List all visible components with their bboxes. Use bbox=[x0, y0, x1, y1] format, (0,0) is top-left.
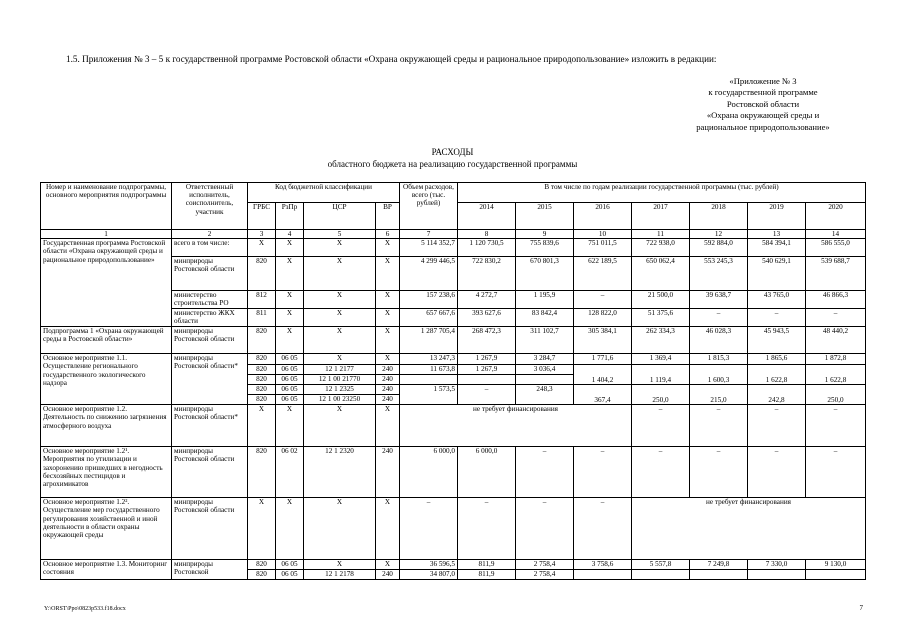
column-number: 7 bbox=[400, 230, 458, 239]
year-cell: 584 394,1 bbox=[748, 239, 806, 257]
grbs-cell: Х bbox=[248, 405, 276, 447]
volume-cell: 1 573,5 bbox=[400, 385, 458, 405]
grbs-cell: 812 bbox=[248, 291, 276, 309]
rzpr-cell: 06 05 bbox=[276, 570, 304, 580]
header-vr: ВР bbox=[376, 203, 400, 230]
executor-cell: минприроды Ростовской области bbox=[172, 447, 248, 498]
programme-name: Государственная программа Ростовской области «Охрана окружающей среды и рациональное природопользование» bbox=[41, 239, 172, 327]
expenses-table bbox=[40, 182, 866, 580]
year-cell: 46 866,3 bbox=[806, 291, 866, 309]
volume-cell: 11 673,8 bbox=[400, 365, 458, 375]
vr-cell: 240 bbox=[376, 375, 400, 385]
rzpr-cell: Х bbox=[276, 257, 304, 291]
grbs-cell: 820 bbox=[248, 354, 276, 365]
header-name: Номер и наименование подпрограммы, основного мероприятия подпрограммы bbox=[41, 183, 172, 230]
rzpr-cell: Х bbox=[276, 309, 304, 327]
year-cell: 1 622,8 bbox=[806, 365, 866, 385]
year-cell: – bbox=[748, 405, 806, 447]
subprogramme-name: Подпрограмма 1 «Охрана окружающей среды в Ростовской области» bbox=[41, 327, 172, 354]
header-grbs: ГРБС bbox=[248, 203, 276, 230]
year-cell bbox=[516, 375, 574, 385]
header-year: 2020 bbox=[806, 203, 866, 230]
year-cell: – bbox=[516, 447, 574, 498]
executor-cell: минприроды Ростовской bbox=[172, 560, 248, 580]
year-cell: 670 801,3 bbox=[516, 257, 574, 291]
appendix-line: Ростовской области bbox=[726, 98, 800, 109]
header-year: 2018 bbox=[690, 203, 748, 230]
table-row bbox=[41, 239, 866, 257]
year-cell: 250,0 bbox=[632, 385, 690, 405]
column-number: 2 bbox=[172, 230, 248, 239]
header-volume: Объем расходов, всего (тыс. рублей) bbox=[400, 183, 458, 230]
year-cell: – bbox=[574, 447, 632, 498]
table-row bbox=[41, 327, 866, 354]
header-year: 2015 bbox=[516, 203, 574, 230]
year-cell: 539 688,7 bbox=[806, 257, 866, 291]
appendix-line: к государственной программе bbox=[708, 87, 818, 98]
csr-cell: 12 1 2177 bbox=[304, 365, 376, 375]
year-cell: – bbox=[806, 309, 866, 327]
csr-cell: 12 1 2178 bbox=[304, 570, 376, 580]
executor-cell: минприроды Ростовской области* bbox=[172, 354, 248, 405]
year-cell: 45 943,5 bbox=[748, 327, 806, 354]
year-cell: 1 600,3 bbox=[690, 365, 748, 385]
column-number: 3 bbox=[248, 230, 276, 239]
year-cell: 311 102,7 bbox=[516, 327, 574, 354]
volume-cell: 5 114 352,7 bbox=[400, 239, 458, 257]
year-cell: 650 062,4 bbox=[632, 257, 690, 291]
volume-cell: 4 299 446,5 bbox=[400, 257, 458, 291]
year-cell bbox=[748, 570, 806, 580]
year-cell: 1 872,8 bbox=[806, 354, 866, 365]
year-cell: 1 119,4 bbox=[632, 365, 690, 385]
page-number: 7 bbox=[859, 604, 863, 612]
year-cell: 592 884,0 bbox=[690, 239, 748, 257]
column-number: 6 bbox=[376, 230, 400, 239]
grbs-cell: 820 bbox=[248, 447, 276, 498]
year-cell: 553 245,3 bbox=[690, 257, 748, 291]
grbs-cell: 820 bbox=[248, 385, 276, 395]
year-cell: 48 440,2 bbox=[806, 327, 866, 354]
grbs-cell: Х bbox=[248, 498, 276, 560]
year-cell: 393 627,6 bbox=[458, 309, 516, 327]
csr-cell: Х bbox=[304, 354, 376, 365]
csr-cell: 12 1 00 23250 bbox=[304, 395, 376, 405]
year-cell: 6 000,0 bbox=[458, 447, 516, 498]
column-number: 5 bbox=[304, 230, 376, 239]
year-cell: – bbox=[748, 447, 806, 498]
year-cell: 811,9 bbox=[458, 570, 516, 580]
rzpr-cell: 06 05 bbox=[276, 365, 304, 375]
grbs-cell: 820 bbox=[248, 570, 276, 580]
document-title: РАСХОДЫ bbox=[431, 147, 474, 157]
year-cell: 1 815,3 bbox=[690, 354, 748, 365]
year-cell: – bbox=[690, 405, 748, 447]
year-cell: – bbox=[690, 309, 748, 327]
year-cell: 367,4 bbox=[574, 385, 632, 405]
year-cell: 248,3 bbox=[516, 385, 574, 405]
csr-cell: 12 1 00 21770 bbox=[304, 375, 376, 385]
executor-cell: минприроды Ростовской области bbox=[172, 327, 248, 354]
year-cell: 1 404,2 bbox=[574, 365, 632, 385]
csr-cell: Х bbox=[304, 498, 376, 560]
rzpr-cell: 06 02 bbox=[276, 447, 304, 498]
volume-cell: 157 238,6 bbox=[400, 291, 458, 309]
rzpr-cell: Х bbox=[276, 327, 304, 354]
activity-name: Основное мероприятие 1.2¹. Мероприятия по утилизации и захоронению пришедших в негодность бесхозяйных пестицидов и агрохимикатов bbox=[41, 447, 172, 498]
year-cell: – bbox=[632, 447, 690, 498]
column-number: 12 bbox=[690, 230, 748, 239]
year-cell: 46 028,3 bbox=[690, 327, 748, 354]
header-year: 2017 bbox=[632, 203, 690, 230]
year-cell: – bbox=[806, 405, 866, 447]
year-cell: – bbox=[806, 447, 866, 498]
year-cell: 1 267,9 bbox=[458, 365, 516, 375]
vr-cell: 240 bbox=[376, 447, 400, 498]
vr-cell: 240 bbox=[376, 365, 400, 375]
vr-cell: Х bbox=[376, 405, 400, 447]
volume-cell: 36 596,5 bbox=[400, 560, 458, 570]
activity-name: Основное мероприятие 1.2². Осуществление мер государственного регулирования хозяйственной и иной деятельности в области охраны окружающей среды bbox=[41, 498, 172, 560]
year-cell: 262 334,3 bbox=[632, 327, 690, 354]
year-cell: 128 822,0 bbox=[574, 309, 632, 327]
column-number: 13 bbox=[748, 230, 806, 239]
year-cell: 622 189,5 bbox=[574, 257, 632, 291]
vr-cell: Х bbox=[376, 354, 400, 365]
year-cell: 1 771,6 bbox=[574, 354, 632, 365]
vr-cell: Х bbox=[376, 560, 400, 570]
year-cell bbox=[690, 570, 748, 580]
volume-cell: 1 287 705,4 bbox=[400, 327, 458, 354]
intro-paragraph: 1.5. Приложения № 3 – 5 к государственной программе Ростовской области «Охрана окружающей среды и рациональное природопользование» изложить в редакции: bbox=[66, 54, 717, 64]
volume-cell bbox=[400, 375, 458, 385]
csr-cell: Х bbox=[304, 560, 376, 570]
year-cell: – bbox=[632, 405, 690, 447]
year-cell: 4 272,7 bbox=[458, 291, 516, 309]
year-cell: 2 758,4 bbox=[516, 560, 574, 570]
grbs-cell: 820 bbox=[248, 365, 276, 375]
year-cell bbox=[632, 570, 690, 580]
vr-cell: Х bbox=[376, 257, 400, 291]
executor-cell: минприроды Ростовской области* bbox=[172, 405, 248, 447]
rzpr-cell: 06 05 bbox=[276, 385, 304, 395]
vr-cell: Х bbox=[376, 327, 400, 354]
column-number: 1 bbox=[41, 230, 172, 239]
executor-cell: министерство строительства РО bbox=[172, 291, 248, 309]
year-cell: 1 369,4 bbox=[632, 354, 690, 365]
csr-cell: Х bbox=[304, 291, 376, 309]
vr-cell: 240 bbox=[376, 385, 400, 395]
year-cell: – bbox=[574, 498, 632, 560]
year-cell: 39 638,7 bbox=[690, 291, 748, 309]
csr-cell: 12 1 2325 bbox=[304, 385, 376, 395]
csr-cell: Х bbox=[304, 309, 376, 327]
rzpr-cell: 06 05 bbox=[276, 560, 304, 570]
year-cell bbox=[806, 570, 866, 580]
year-cell: 1 195,9 bbox=[516, 291, 574, 309]
grbs-cell: Х bbox=[248, 239, 276, 257]
year-cell: 7 330,0 bbox=[748, 560, 806, 570]
grbs-cell: 820 bbox=[248, 375, 276, 385]
column-number: 14 bbox=[806, 230, 866, 239]
year-cell: 242,8 bbox=[748, 385, 806, 405]
volume-cell: – bbox=[400, 498, 458, 560]
document-subtitle: областного бюджета на реализацию государственной программы bbox=[327, 159, 578, 169]
grbs-cell: 820 bbox=[248, 395, 276, 405]
rzpr-cell: Х bbox=[276, 405, 304, 447]
volume-cell: 657 667,6 bbox=[400, 309, 458, 327]
grbs-cell: 820 bbox=[248, 257, 276, 291]
table-row bbox=[41, 447, 866, 498]
csr-cell: Х bbox=[304, 257, 376, 291]
activity-name: Основное мероприятие 1.2. Деятельность по снижению загрязнения атмосферного воздуха bbox=[41, 405, 172, 447]
year-cell: – bbox=[574, 291, 632, 309]
table-row bbox=[41, 498, 866, 560]
year-cell: 1 622,8 bbox=[748, 365, 806, 385]
year-cell: 1 267,9 bbox=[458, 354, 516, 365]
year-cell: 586 555,0 bbox=[806, 239, 866, 257]
year-cell: 215,0 bbox=[690, 385, 748, 405]
csr-cell: Х bbox=[304, 327, 376, 354]
vr-cell: Х bbox=[376, 498, 400, 560]
column-number: 10 bbox=[574, 230, 632, 239]
activity-name: Основное мероприятие 1.3. Мониторинг состояния bbox=[41, 560, 172, 580]
appendix-caption bbox=[663, 76, 863, 133]
year-cell: 5 557,8 bbox=[632, 560, 690, 570]
header-csr: ЦСР bbox=[304, 203, 376, 230]
column-number: 4 bbox=[276, 230, 304, 239]
grbs-cell: 820 bbox=[248, 560, 276, 570]
volume-cell: 6 000,0 bbox=[400, 447, 458, 498]
year-cell: 3 758,6 bbox=[574, 560, 632, 570]
year-cell bbox=[458, 375, 516, 385]
vr-cell: 240 bbox=[376, 395, 400, 405]
rzpr-cell: 06 05 bbox=[276, 354, 304, 365]
vr-cell: Х bbox=[376, 239, 400, 257]
vr-cell: Х bbox=[376, 291, 400, 309]
header-budget-code: Код бюджетной классификации bbox=[248, 183, 400, 203]
year-cell: 755 839,6 bbox=[516, 239, 574, 257]
year-cell: 540 629,1 bbox=[748, 257, 806, 291]
no-financing-note: не требует финансирования bbox=[400, 405, 632, 447]
appendix-line: «Приложение № 3 bbox=[729, 76, 797, 86]
executor-cell: всего в том числе: bbox=[172, 239, 248, 257]
year-cell: 3 036,4 bbox=[516, 365, 574, 375]
year-cell: 305 384,1 bbox=[574, 327, 632, 354]
year-cell: – bbox=[458, 385, 516, 405]
csr-cell: Х bbox=[304, 405, 376, 447]
rzpr-cell: Х bbox=[276, 498, 304, 560]
table-row bbox=[41, 560, 866, 570]
appendix-line: рациональное природопользование» bbox=[696, 121, 830, 132]
table-row bbox=[41, 405, 866, 447]
header-executor: Ответственный исполнитель, соисполнитель, участник bbox=[172, 183, 248, 230]
year-cell: – bbox=[748, 309, 806, 327]
year-cell: 722 938,0 bbox=[632, 239, 690, 257]
year-cell: 2 758,4 bbox=[516, 570, 574, 580]
year-cell: – bbox=[516, 498, 574, 560]
activity-name: Основное мероприятие 1.1. Осуществление регионального государственного экологического надзора bbox=[41, 354, 172, 405]
rzpr-cell: 06 05 bbox=[276, 395, 304, 405]
year-cell: 21 500,0 bbox=[632, 291, 690, 309]
year-cell: 43 765,0 bbox=[748, 291, 806, 309]
year-cell: 268 472,3 bbox=[458, 327, 516, 354]
year-cell: 722 830,2 bbox=[458, 257, 516, 291]
vr-cell: 240 bbox=[376, 570, 400, 580]
executor-cell: минприроды Ростовской области bbox=[172, 257, 248, 291]
header-year: 2014 bbox=[458, 203, 516, 230]
file-path-footer: Y:\ORST\Ppo\0823p533.f18.docx bbox=[44, 606, 126, 612]
year-cell: 250,0 bbox=[806, 385, 866, 405]
year-cell: 51 375,6 bbox=[632, 309, 690, 327]
year-cell: 751 011,5 bbox=[574, 239, 632, 257]
executor-cell: минприроды Ростовской области bbox=[172, 498, 248, 560]
rzpr-cell: Х bbox=[276, 291, 304, 309]
column-number: 9 bbox=[516, 230, 574, 239]
column-number: 11 bbox=[632, 230, 690, 239]
rzpr-cell: Х bbox=[276, 239, 304, 257]
header-years-caption: В том числе по годам реализации государственной программы (тыс. рублей) bbox=[458, 183, 866, 203]
header-year: 2016 bbox=[574, 203, 632, 230]
year-cell: 9 130,0 bbox=[806, 560, 866, 570]
no-financing-note: не требует финансирования bbox=[632, 498, 866, 560]
grbs-cell: 811 bbox=[248, 309, 276, 327]
year-cell bbox=[574, 570, 632, 580]
year-cell: 1 120 730,5 bbox=[458, 239, 516, 257]
rzpr-cell: 06 05 bbox=[276, 375, 304, 385]
year-cell: 811,9 bbox=[458, 560, 516, 570]
volume-cell: 34 807,0 bbox=[400, 570, 458, 580]
table-row bbox=[41, 354, 866, 365]
year-cell: 1 865,6 bbox=[748, 354, 806, 365]
csr-cell: Х bbox=[304, 239, 376, 257]
appendix-line: «Охрана окружающей среды и bbox=[706, 110, 820, 121]
year-cell: 7 249,8 bbox=[690, 560, 748, 570]
year-cell: 3 284,7 bbox=[516, 354, 574, 365]
column-number: 8 bbox=[458, 230, 516, 239]
executor-cell: министерство ЖКХ области bbox=[172, 309, 248, 327]
year-cell: 83 842,4 bbox=[516, 309, 574, 327]
vr-cell: Х bbox=[376, 309, 400, 327]
grbs-cell: 820 bbox=[248, 327, 276, 354]
year-cell: – bbox=[690, 447, 748, 498]
csr-cell: 12 1 2320 bbox=[304, 447, 376, 498]
header-rzpr: РзПр bbox=[276, 203, 304, 230]
column-numbers-row bbox=[41, 230, 866, 239]
year-cell: – bbox=[458, 498, 516, 560]
header-year: 2019 bbox=[748, 203, 806, 230]
volume-cell: 13 247,3 bbox=[400, 354, 458, 365]
